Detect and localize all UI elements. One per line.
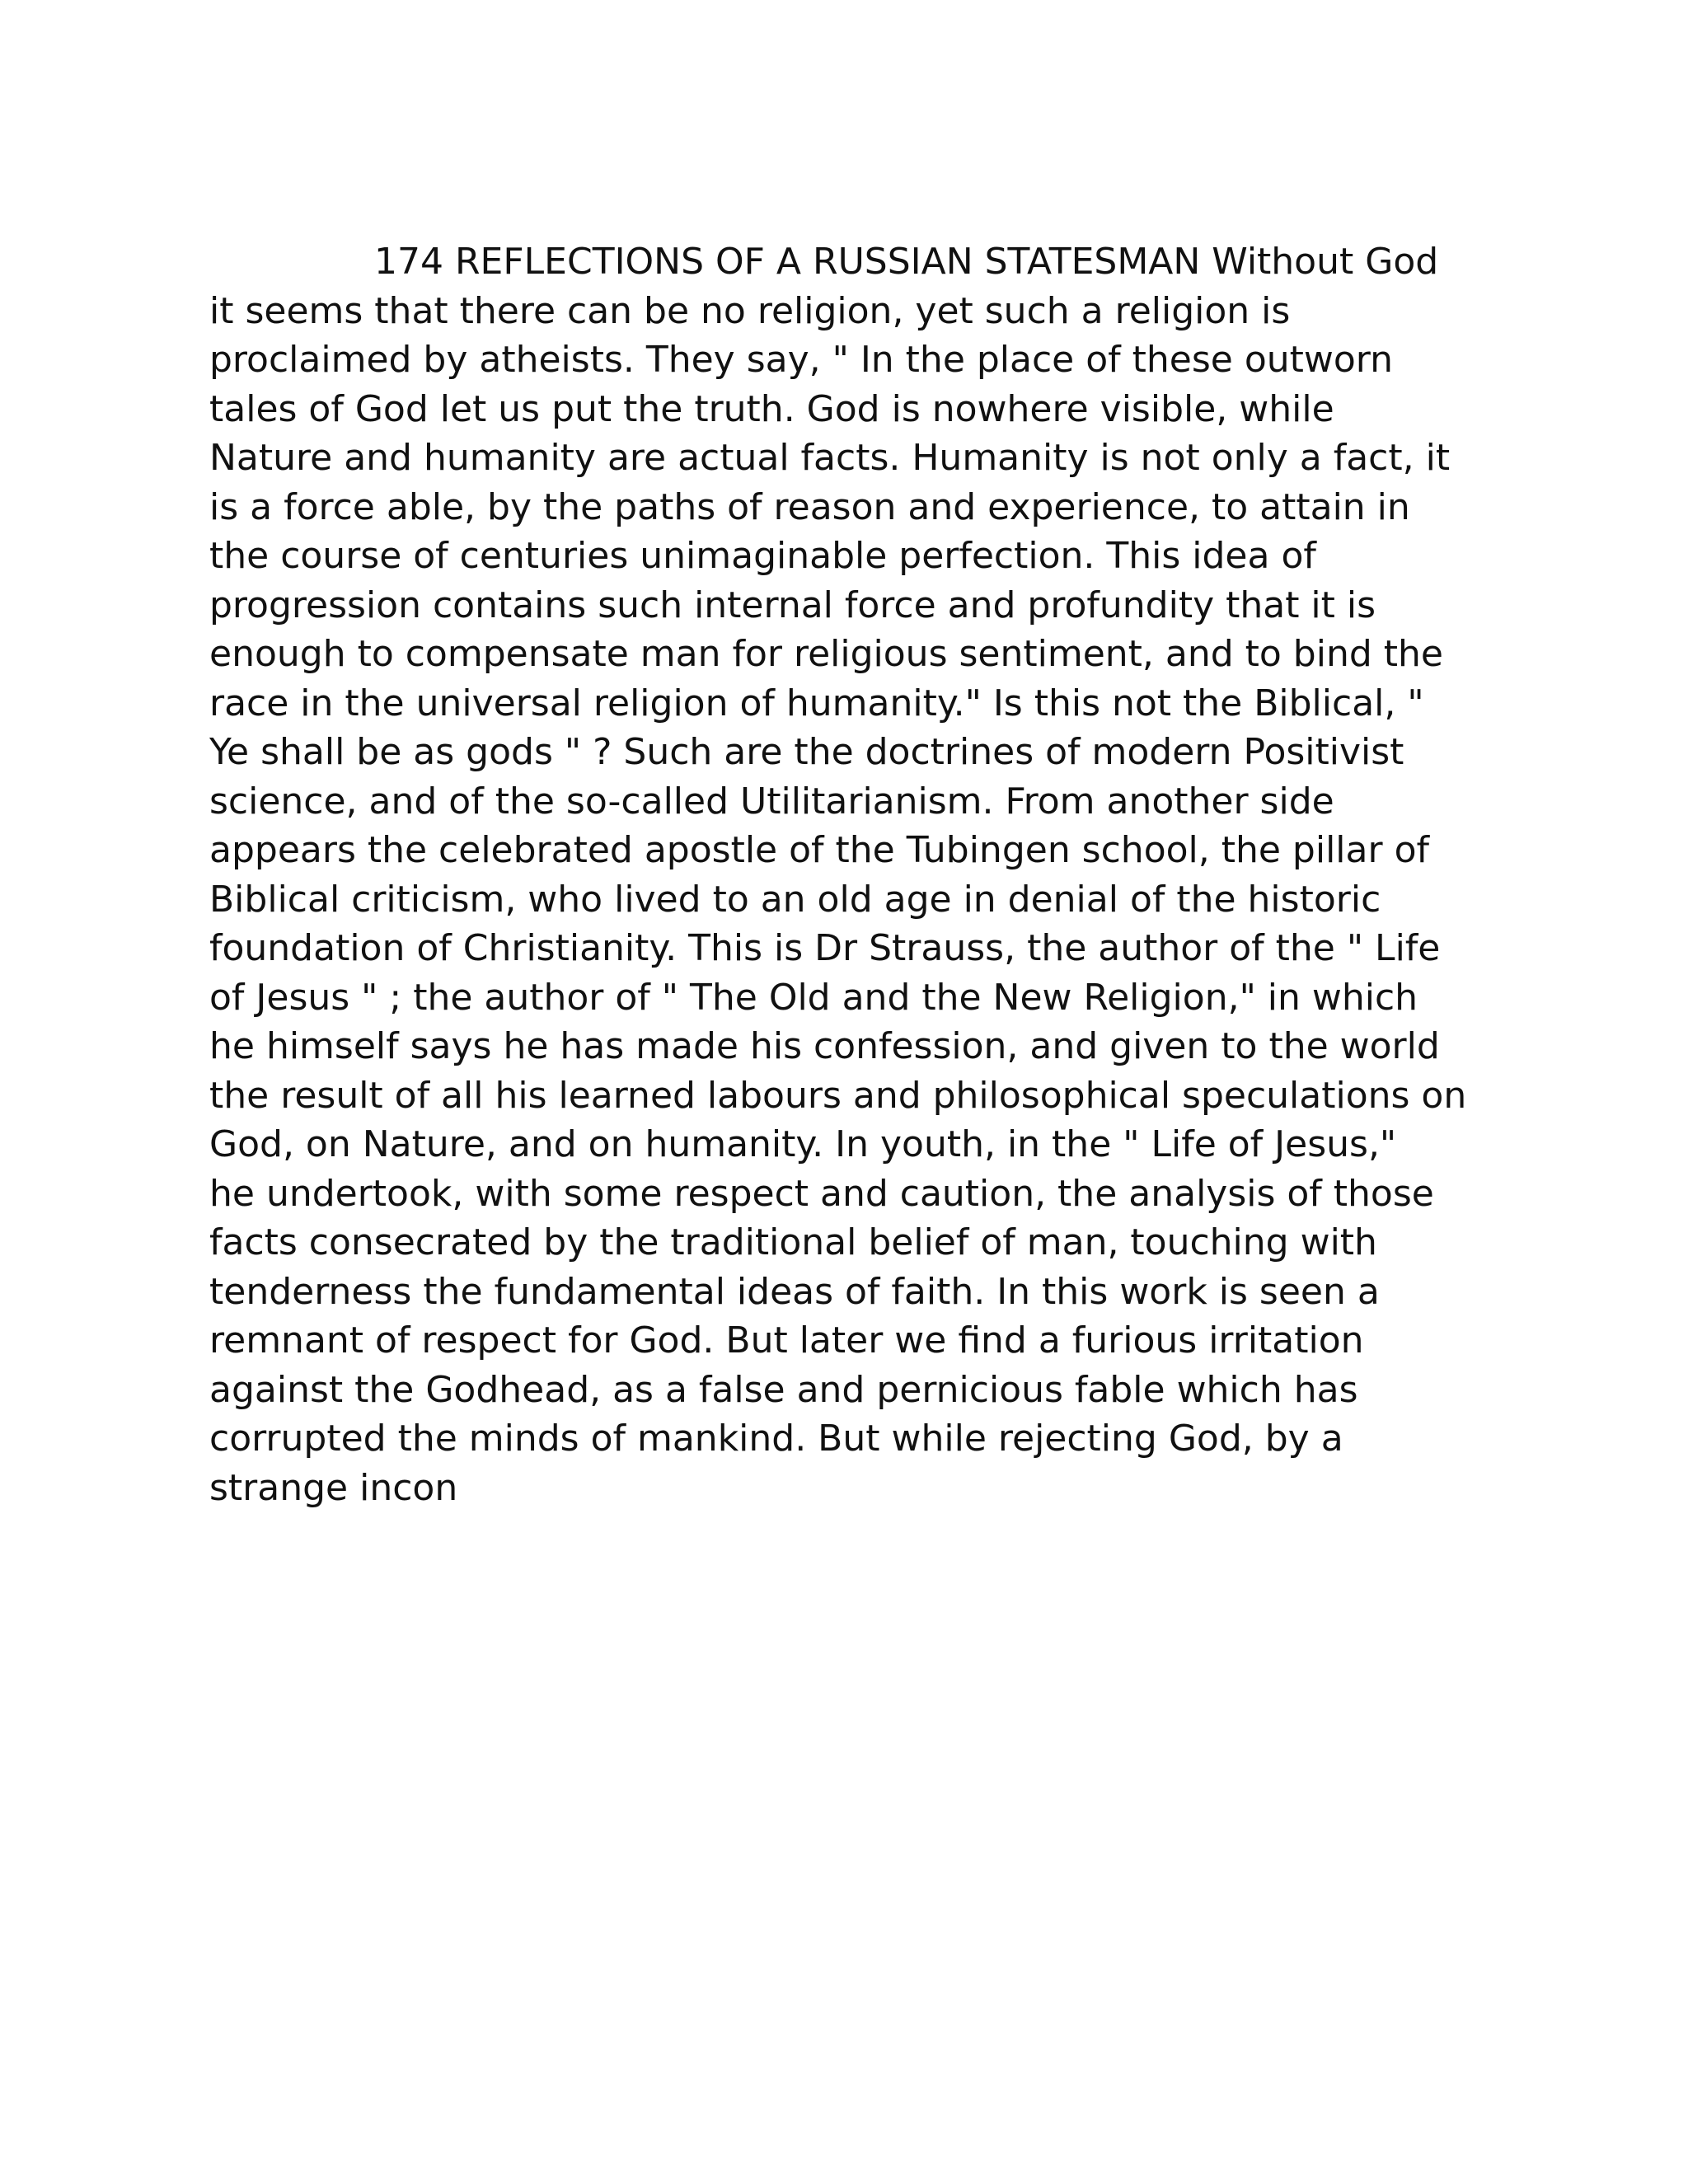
text-line: it seems that there can be no religion, yet such a religion is	[209, 289, 1291, 332]
text-line: he himself says he has made his confession, and given to the world	[209, 1025, 1440, 1067]
text-line: the course of centuries unimaginable perfection. This idea of	[209, 535, 1316, 577]
text-line: of Jesus " ; the author of " The Old and the New Religion," in which	[209, 976, 1418, 1019]
text-line: corrupted the minds of mankind. But while rejecting God, by a	[209, 1418, 1343, 1460]
text-line: against the Godhead, as a false and pernicious fable which has	[209, 1368, 1358, 1411]
text-line: Nature and humanity are actual facts. Humanity is not only a fact, it	[209, 437, 1451, 479]
text-line: science, and of the so-called Utilitarianism. From another side	[209, 780, 1334, 823]
text-line: strange incon	[209, 1466, 458, 1509]
text-line: is a force able, by the paths of reason and experience, to attain in	[209, 485, 1410, 528]
text-line: tales of God let us put the truth. God is nowhere visible, while	[209, 387, 1334, 430]
text-line: tenderness the fundamental ideas of faith. In this work is seen a	[209, 1270, 1380, 1313]
text-line: appears the celebrated apostle of the Tubingen school, the pillar of	[209, 829, 1429, 871]
text-line: Ye shall be as gods " ? Such are the doctrines of modern Positivist	[209, 731, 1404, 773]
text-line: progression contains such internal force and profundity that it is	[209, 583, 1376, 626]
text-line: he undertook, with some respect and caution, the analysis of those	[209, 1172, 1434, 1215]
text-line: the result of all his learned labours and philosophical speculations on	[209, 1074, 1467, 1117]
text-line: race in the universal religion of humanity." Is this not the Biblical, "	[209, 682, 1424, 724]
text-line: Biblical criticism, who lived to an old age in denial of the historic	[209, 878, 1381, 921]
text-line: foundation of Christianity. This is Dr Strauss, the author of the " Life	[209, 927, 1441, 969]
body-text	[209, 237, 1470, 1512]
text-line: God, on Nature, and on humanity. In youth, in the " Life of Jesus,"	[209, 1123, 1397, 1165]
text-line: proclaimed by atheists. They say, " In the place of these outworn	[209, 339, 1393, 381]
text-line: remnant of respect for God. But later we find a furious irritation	[209, 1319, 1364, 1361]
text-line-header: 174 REFLECTIONS OF A RUSSIAN STATESMAN Without God	[374, 241, 1439, 283]
text-line: enough to compensate man for religious sentiment, and to bind the	[209, 633, 1443, 675]
text-line: facts consecrated by the traditional belief of man, touching with	[209, 1221, 1377, 1263]
